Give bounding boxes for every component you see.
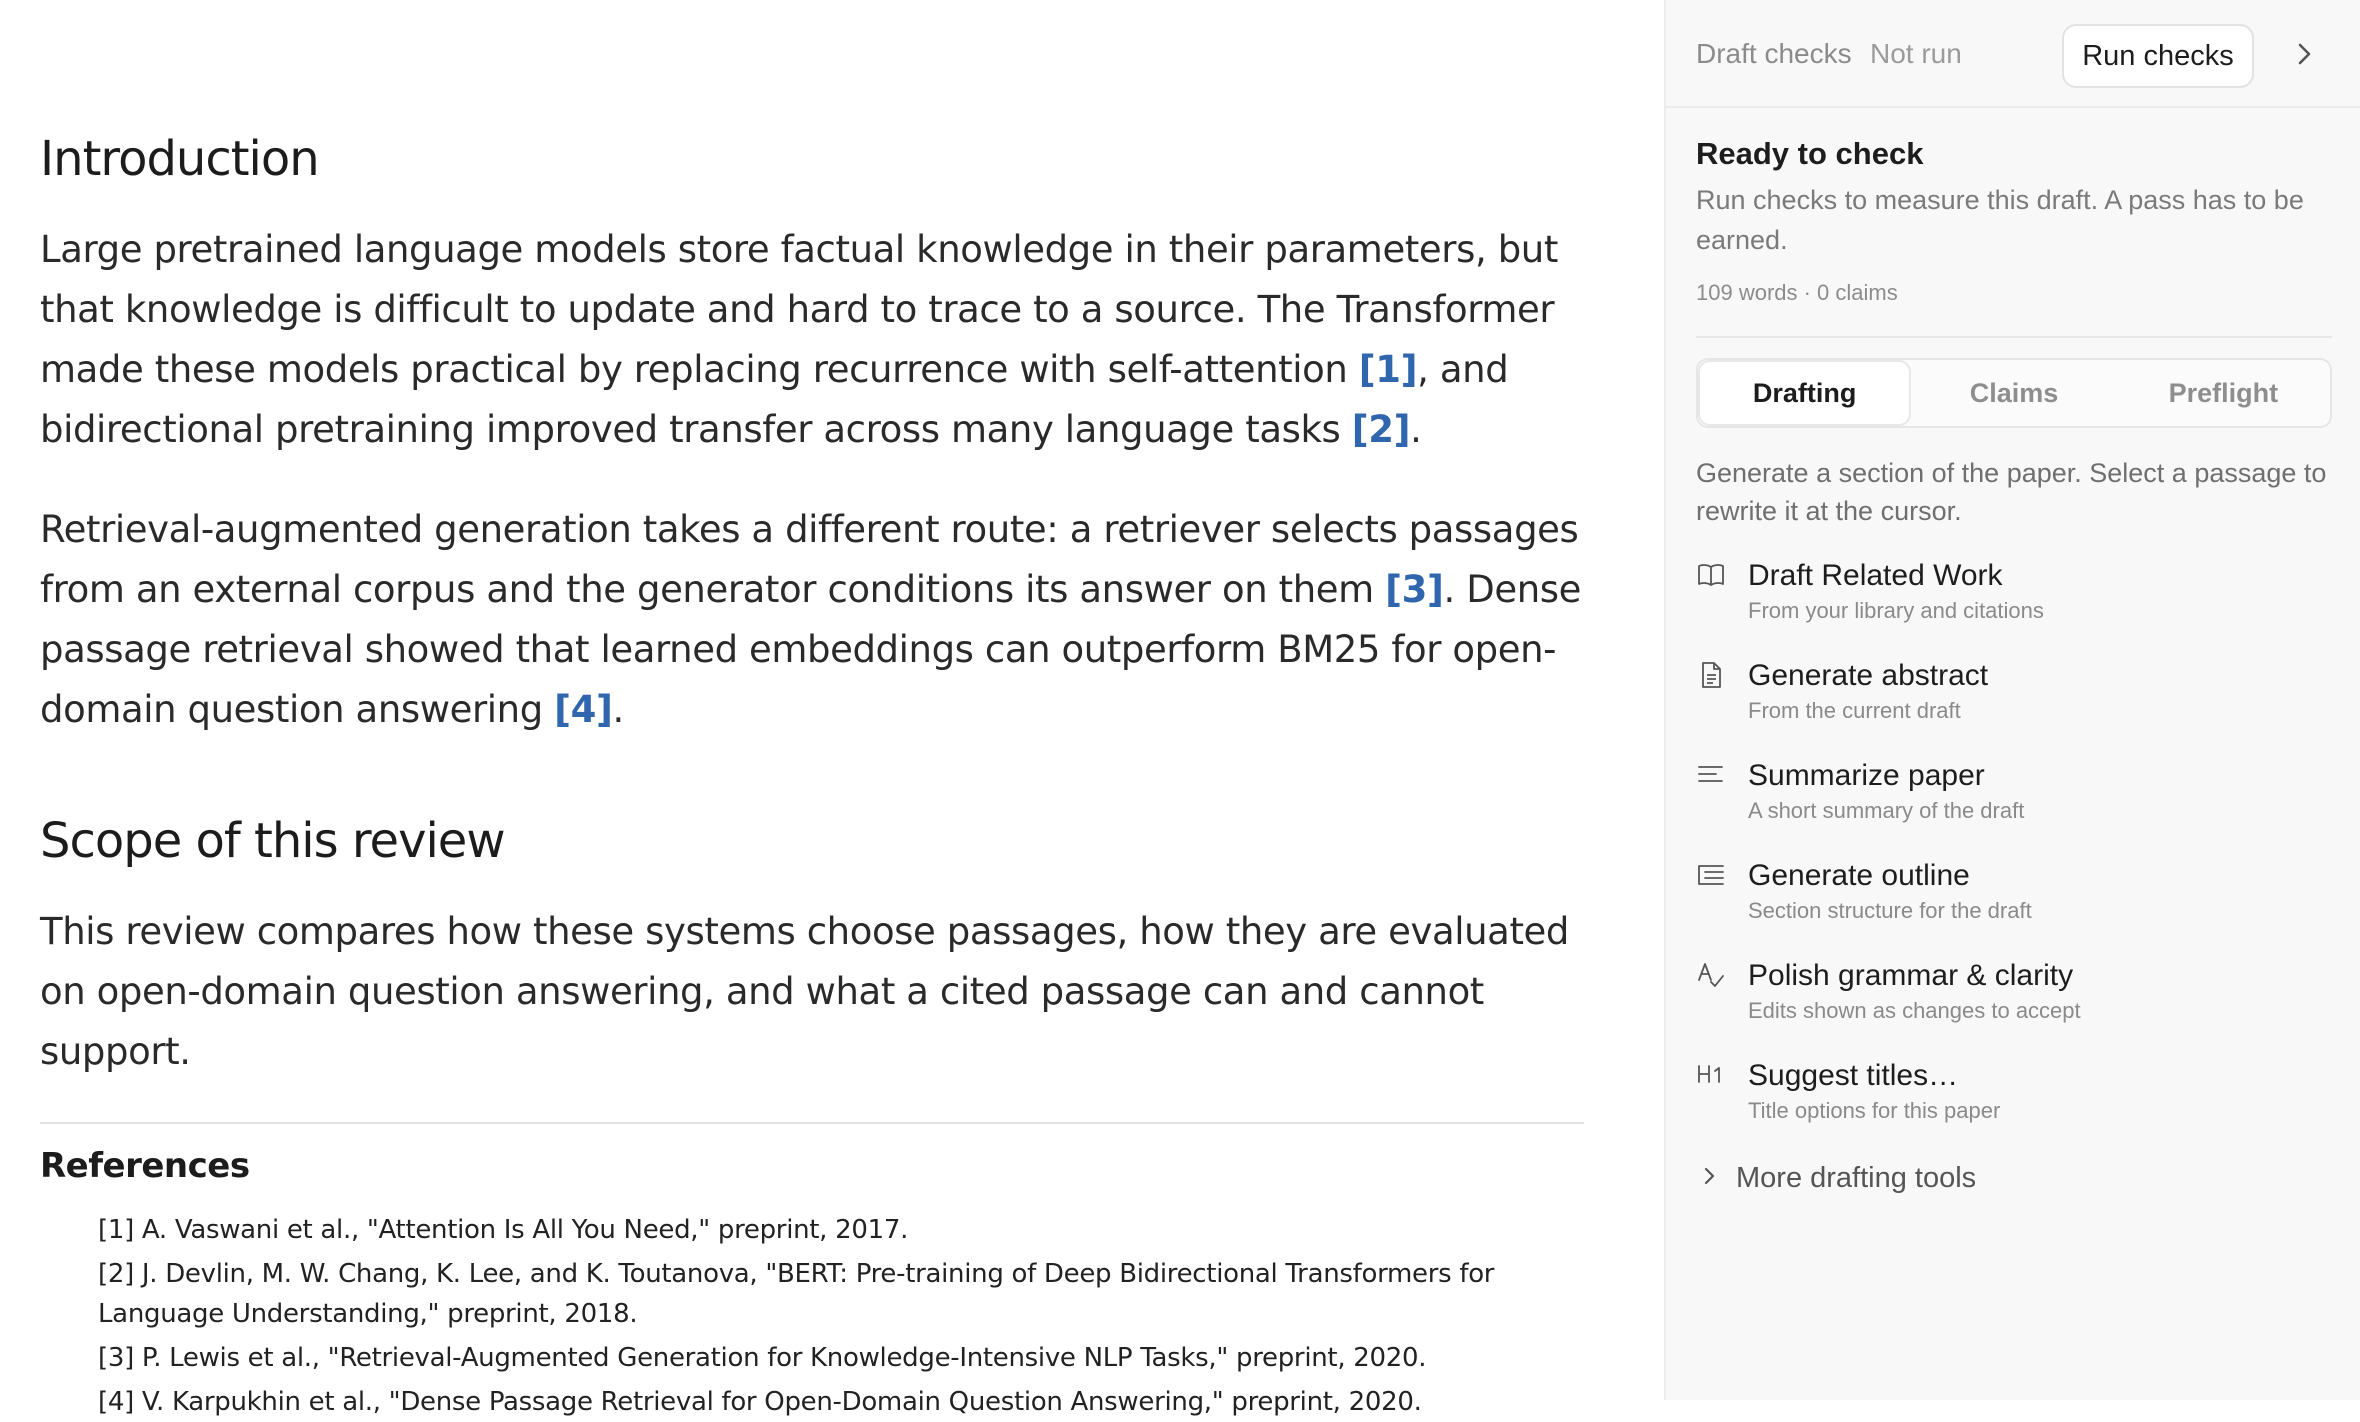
paragraph-text: This review compares how these systems choose passages, how they are evaluated on open-domain question answering, and what a cited passage can and cannot support. [40, 910, 1569, 1073]
book-icon [1696, 556, 1748, 612]
tool-text [1748, 556, 2044, 626]
tab-drafting[interactable]: Drafting [1700, 362, 1909, 424]
draft-checks-panel [1664, 0, 2360, 1400]
tool-subtitle: Title options for this paper [1748, 1098, 2001, 1123]
tool-title: Draft Related Work [1748, 559, 2003, 592]
tool-text [1748, 756, 2024, 826]
more-drafting-tools-label: More drafting tools [1736, 1162, 1977, 1194]
panel-title: Draft checks [1696, 38, 1852, 69]
section-heading[interactable]: Introduction [40, 131, 319, 187]
document-content[interactable] [40, 120, 1584, 1422]
panel-header [1666, 0, 2360, 108]
document-sections [40, 120, 1584, 1082]
paragraph-text: . Dense passage retrieval showed that learned embeddings can outperform BM25 for open-domain question answering [40, 568, 1581, 731]
references-list [40, 1210, 1584, 1422]
document-icon [1696, 656, 1748, 712]
reference-item: [1] A. Vaswani et al., "Attention Is All You Need," preprint, 2017. [98, 1215, 909, 1245]
tool-subtitle: From the current draft [1748, 698, 1961, 723]
paragraph-text: , and bidirectional pretraining improved transfer across many language tasks [40, 348, 1509, 451]
draft-counts: 109 words · 0 claims [1696, 280, 1898, 305]
polish-grammar-button[interactable] [1696, 956, 2332, 1056]
drafting-description: Generate a section of the paper. Select a passage to rewrite it at the cursor. [1696, 458, 2327, 526]
reference-item: [2] J. Devlin, M. W. Chang, K. Lee, and K. Toutanova, "BERT: Pre-training of Deep Bidirectional Transformers for Language Understanding," preprint, 2018. [98, 1259, 1495, 1329]
more-drafting-tools-toggle[interactable] [1696, 1162, 2332, 1195]
heading-icon [1696, 1056, 1748, 1112]
reference-item: [4] V. Karpukhin et al., "Dense Passage Retrieval for Open-Domain Question Answering," preprint, 2020. [98, 1387, 1422, 1417]
tool-text [1748, 656, 1988, 726]
paragraph-text: Retrieval-augmented generation takes a different route: a retriever selects passages from an external corpus and the generator conditions its answer on them [40, 508, 1579, 611]
suggest-titles-button[interactable] [1696, 1056, 2332, 1156]
panel-body [1666, 136, 2360, 1195]
tool-text [1748, 956, 2081, 1026]
paragraph-text: Large pretrained language models store factual knowledge in their parameters, but that knowledge is difficult to update and hard to trace to a source. The Transformer made these models practical by replacing recurrence with self-attention [40, 228, 1558, 391]
body-paragraph[interactable] [40, 902, 1584, 1082]
tab-preflight[interactable]: Preflight [2168, 377, 2279, 408]
tool-title: Generate abstract [1748, 659, 1989, 692]
references-heading: References [40, 1146, 250, 1186]
draft-related-work-button[interactable] [1696, 556, 2332, 656]
generate-abstract-button[interactable] [1696, 656, 2332, 756]
summarize-paper-button[interactable] [1696, 756, 2332, 856]
checks-status: Not run [1870, 38, 1962, 69]
tool-subtitle: From your library and citations [1748, 598, 2044, 623]
paragraph-text: . [1410, 408, 1422, 451]
panel-tabs [1696, 358, 2332, 428]
generate-outline-button[interactable] [1696, 856, 2332, 956]
tool-subtitle: Section structure for the draft [1748, 898, 2032, 923]
section-gap [40, 780, 1584, 802]
tab-claims[interactable]: Claims [1969, 377, 2059, 408]
tool-text [1748, 856, 2032, 926]
body-paragraph[interactable] [40, 220, 1584, 460]
citation-link[interactable]: [3] [1385, 568, 1444, 611]
tool-title: Summarize paper [1748, 759, 1985, 792]
ready-description: Run checks to measure this draft. A pass has to be earned. [1696, 185, 2304, 255]
citation-link[interactable]: [1] [1358, 348, 1418, 391]
chevron-right-icon [1696, 1163, 1722, 1194]
spellcheck-icon [1696, 956, 1748, 1012]
section-heading[interactable]: Scope of this review [40, 813, 505, 869]
panel-divider [1696, 336, 2332, 338]
paragraph-text: . [612, 688, 624, 731]
reference-item: [3] P. Lewis et al., "Retrieval-Augmented Generation for Knowledge-Intensive NLP Tasks," preprint, 2020. [98, 1343, 1427, 1373]
tool-title: Generate outline [1748, 859, 1970, 892]
outline-icon [1696, 856, 1748, 912]
ready-title: Ready to check [1696, 136, 1924, 171]
references-divider [40, 1122, 1584, 1124]
tool-subtitle: A short summary of the draft [1748, 798, 2025, 823]
body-paragraph[interactable] [40, 500, 1584, 740]
lines-icon [1696, 756, 1748, 812]
chevron-right-icon[interactable] [2286, 36, 2322, 72]
tool-title: Suggest titles… [1748, 1059, 1959, 1092]
citation-link[interactable]: [2] [1351, 408, 1411, 451]
tool-subtitle: Edits shown as changes to accept [1748, 998, 2081, 1023]
run-checks-button[interactable]: Run checks [2062, 24, 2254, 88]
citation-link[interactable]: [4] [554, 688, 613, 731]
tool-title: Polish grammar & clarity [1748, 959, 2074, 992]
tool-text [1748, 1056, 2000, 1126]
